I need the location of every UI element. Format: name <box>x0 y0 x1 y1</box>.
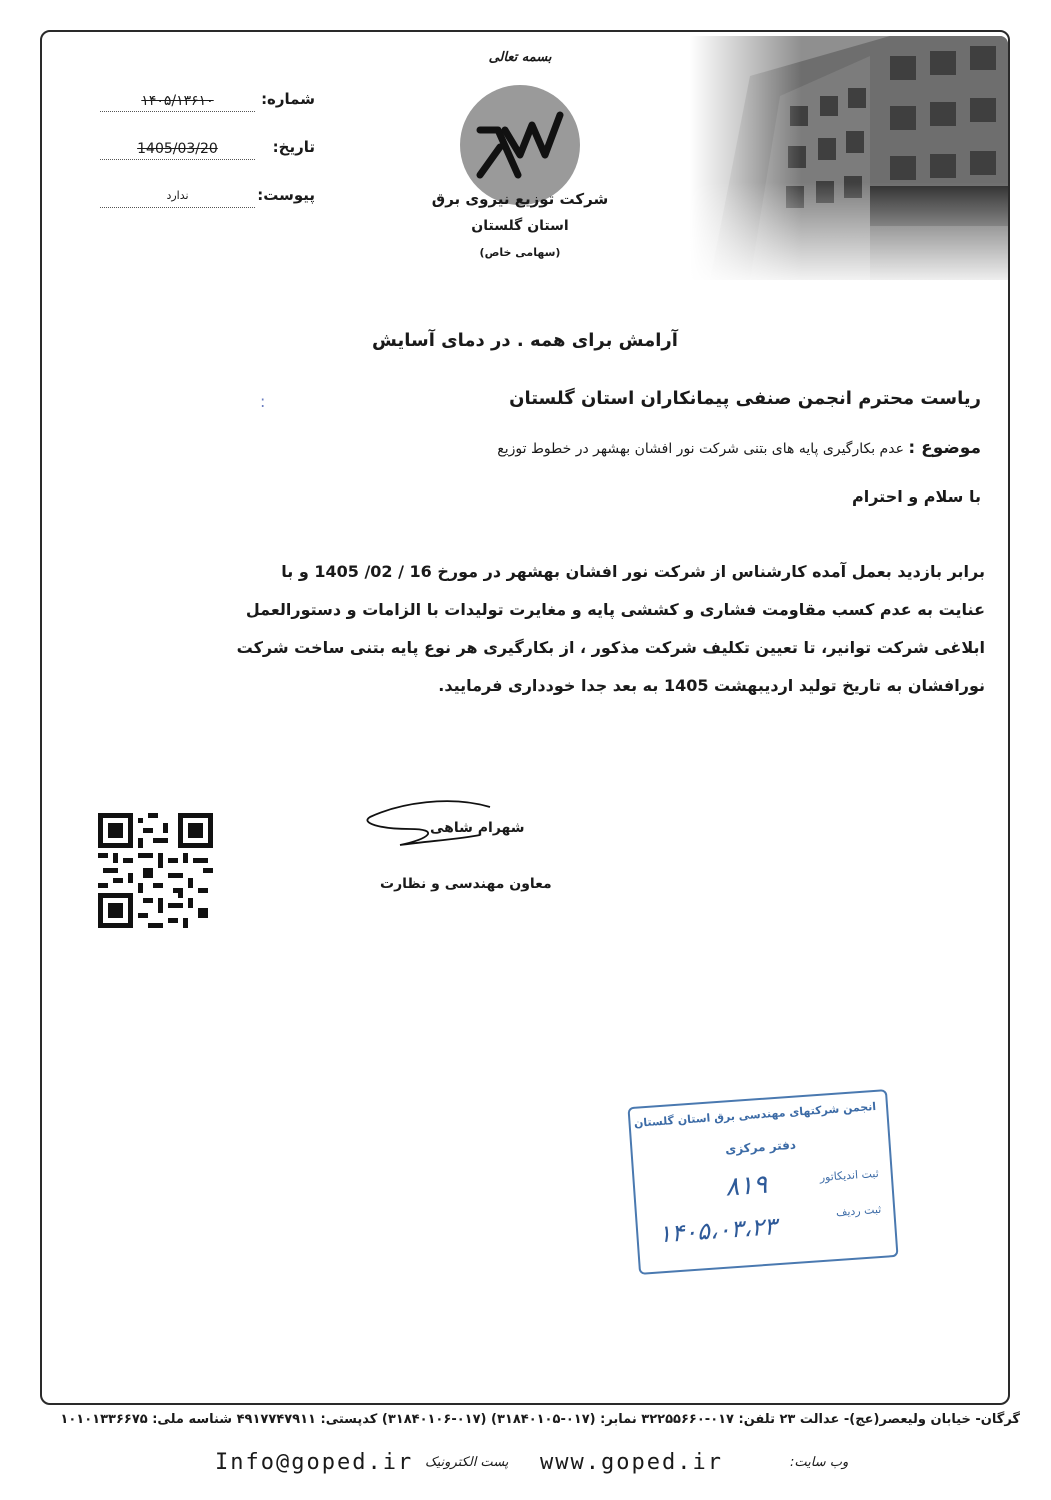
subject-label: موضوع : <box>908 438 981 458</box>
stamp-office: دفتر مرکزی <box>724 1137 797 1157</box>
body-line: ابلاغی شرکت توانیر، تا تعیین تکلیف شرکت مذکور ، از بکارگیری هر نوع پایه بتنی ساخت شرکت <box>236 638 985 657</box>
date-value: 1405/03/20 <box>100 141 255 160</box>
body-line: نورافشان به تاریخ تولید اردیبهشت 1405 به بعد جدا خودداری فرمایید. <box>438 676 985 695</box>
number-label: شماره: <box>261 90 315 108</box>
stamp-indicator-label: ثبت اندیکاتور <box>819 1166 880 1185</box>
registration-stamp <box>627 1089 898 1275</box>
qr-code <box>98 813 213 928</box>
company-type: (سهامی خاص) <box>479 246 561 259</box>
recipient: ریاست محترم انجمن صنفی پیمانکاران استان گلستان <box>509 388 981 409</box>
mark-dot: : <box>260 392 266 411</box>
attachment-label: پیوست: <box>257 186 315 204</box>
stamp-indicator-value: ۸۱۹ <box>724 1169 769 1203</box>
body-line: عنایت به عدم کسب مقاومت فشاری و کششی پایه و مغایرت تولیدات با الزامات و دستورالعمل <box>245 600 985 619</box>
number-value: ۱۴۰۵/۱۳۶۱۰ <box>100 93 255 112</box>
company-logo <box>460 85 580 205</box>
email-link[interactable]: Info@goped.ir <box>215 1450 414 1475</box>
signatory-name: شهرام شاهی <box>430 820 525 836</box>
stamp-row-value: ۱۴۰۵،۰۳،۲۳ <box>657 1212 778 1249</box>
company-province: استان گلستان <box>471 218 569 234</box>
email-label: پست الکترونیک <box>425 1455 509 1470</box>
body-line: برابر بازدید بعمل آمده کارشناس از شرکت نور افشان بهشهر در مورخ 16 / 02/ 1405 و با <box>281 562 985 581</box>
signatory-title: معاون مهندسی و نظارت <box>380 876 552 892</box>
subject <box>497 438 981 458</box>
attachment-value: ندارد <box>100 189 255 208</box>
date-label: تاریخ: <box>272 138 315 156</box>
letter-number-row <box>100 90 315 114</box>
letter-body <box>80 553 985 705</box>
footer-contact: گرگان- خیابان ولیعصر(عج)- عدالت ۲۳ تلفن: ۰۱۷-۳۲۲۵۵۶۶۰ نمابر: (۰۱۷-۳۱۸۴۰۱۰۵) (۰۱۷-۳۱۸۴۰۱۰۶) کدپستی: ۴۹۱۷۷۴۷۹۱۱ شناسه ملی: ۱۰۱۰۱۳۳۶۶۷۵ <box>60 1412 1020 1427</box>
attachment-row <box>100 186 315 210</box>
website-label: وب سایت: <box>790 1455 849 1470</box>
slogan: آرامش برای همه . در دمای آسایش <box>372 330 678 351</box>
website-link[interactable]: www.goped.ir <box>540 1450 723 1475</box>
company-name: شرکت توزیع نیروی برق <box>431 190 609 208</box>
building-image <box>690 36 1008 280</box>
stamp-org: انجمن شرکتهای مهندسی برق استان گلستان <box>633 1099 877 1130</box>
stamp-row-label: ثبت ردیف <box>835 1202 882 1219</box>
greeting: با سلام و احترام <box>852 487 981 506</box>
subject-text: عدم بکارگیری پایه های بتنی شرکت نور افشان بهشهر در خطوط توزیع <box>497 441 904 457</box>
letter-date-row <box>100 138 315 162</box>
bismillah: بسمه تعالی <box>488 50 552 65</box>
